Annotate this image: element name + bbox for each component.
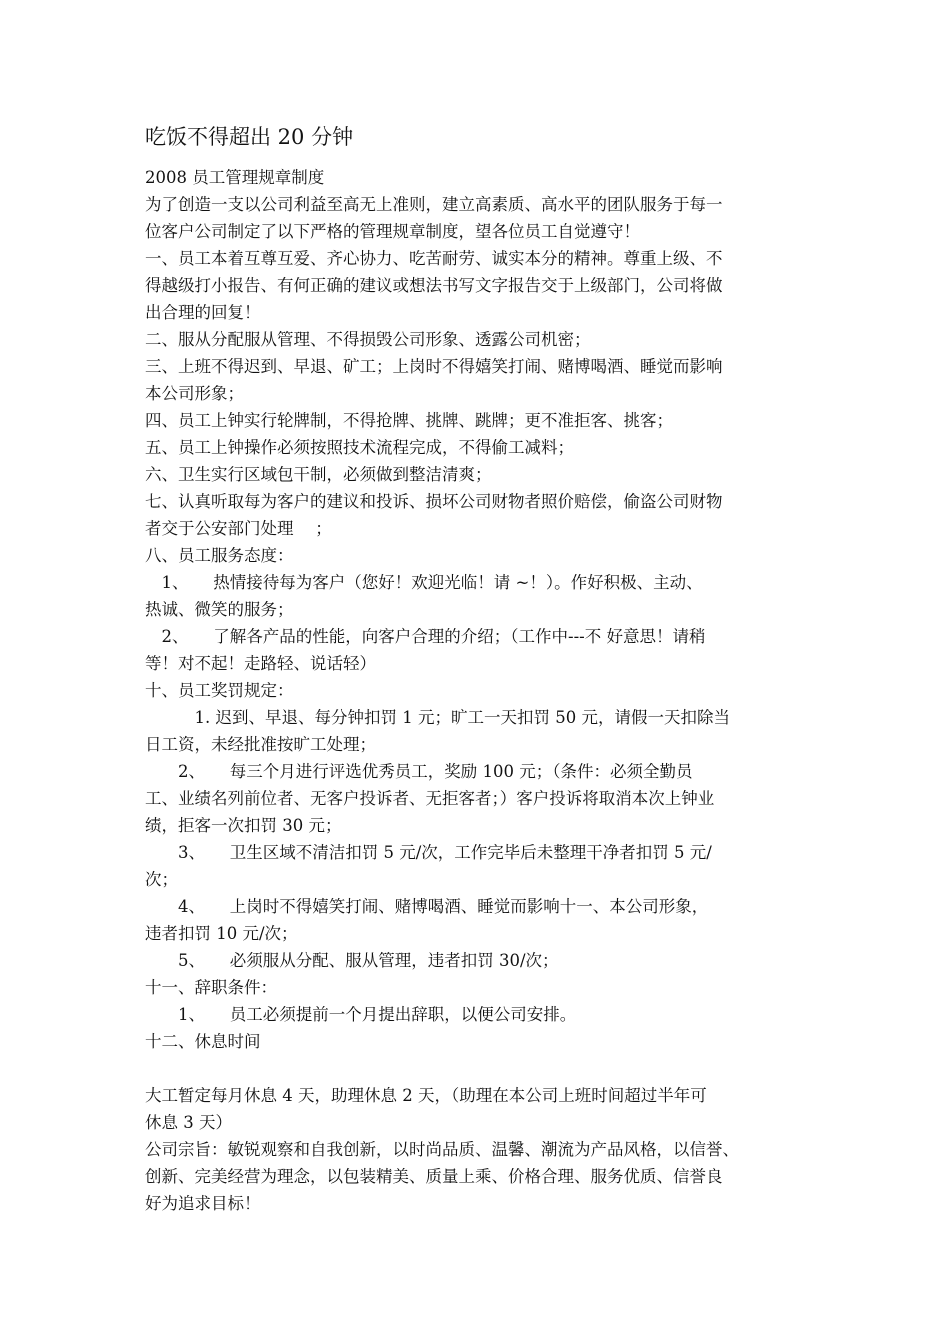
document-body: [145, 164, 810, 1217]
text-line: 热诚、微笑的服务；: [145, 600, 294, 619]
text-line: 5、 必须服从分配、服从管理，违者扣罚 30/次；: [145, 951, 559, 970]
text-line: 二、服从分配服从管理、不得损毁公司形象、透露公司机密；: [145, 330, 591, 349]
text-line: 公司宗旨：敏锐观察和自我创新，以时尚品质、温馨、潮流为产品风格，以信誉、: [145, 1140, 739, 1159]
text-line: 者交于公安部门处理 ；: [145, 519, 332, 538]
text-line: 为了创造一支以公司利益至高无上准则，建立高素质、高水平的团队服务于每一: [145, 195, 723, 214]
text-line: 违者扣罚 10 元/次；: [145, 924, 298, 943]
text-line: 次；: [145, 870, 178, 889]
text-line: 大工暂定每月休息 4 天，助理休息 2 天，（助理在本公司上班时间超过半年可: [145, 1086, 707, 1105]
text-line: 十一、辞职条件：: [145, 978, 277, 997]
text-line: 2008 员工管理规章制度: [145, 168, 325, 187]
text-line: 十、员工奖罚规定：: [145, 681, 294, 700]
text-line: 位客户公司制定了以下严格的管理规章制度，望各位员工自觉遵守！: [145, 222, 640, 241]
text-line: 本公司形象；: [145, 384, 244, 403]
text-line: 1、 热情接待每为客户（您好！欢迎光临！请 ~！）。作好积极、主动、: [145, 573, 703, 592]
text-line: 1、 员工必须提前一个月提出辞职，以便公司安排。: [145, 1005, 577, 1024]
text-line: 七、认真听取每为客户的建议和投诉、损坏公司财物者照价赔偿，偷盗公司财物: [145, 492, 723, 511]
text-line: 好为追求目标！: [145, 1194, 261, 1213]
text-line: 三、上班不得迟到、早退、矿工；上岗时不得嬉笑打闹、赌博喝酒、睡觉而影响: [145, 357, 723, 376]
text-line: 五、员工上钟操作必须按照技术流程完成，不得偷工减料；: [145, 438, 574, 457]
text-line: 日工资，未经批准按旷工处理；: [145, 735, 376, 754]
text-line: 六、卫生实行区域包干制，必须做到整洁清爽；: [145, 465, 492, 484]
text-line: 十二、休息时间: [145, 1032, 261, 1051]
text-line: 创新、完美经营为理念，以包装精美、质量上乘、价格合理、服务优质、信誉良: [145, 1167, 723, 1186]
text-line: 1. 迟到、早退、每分钟扣罚 1 元；旷工一天扣罚 50 元，请假一天扣除当: [145, 708, 730, 727]
text-line: 3、 卫生区域不清洁扣罚 5 元/次，工作完毕后未整理干净者扣罚 5 元/: [145, 843, 712, 862]
text-line: 出合理的回复！: [145, 303, 261, 322]
text-line: 2、 了解各产品的性能，向客户合理的介绍；（工作中---不 好意思！请稍: [145, 627, 706, 646]
text-line: 休息 3 天）: [145, 1113, 232, 1132]
text-line: 工、业绩名列前位者、无客户投诉者、无拒客者；）客户投诉将取消本次上钟业: [145, 789, 715, 808]
text-line: 等！对不起！走路轻、说话轻）: [145, 654, 376, 673]
text-line: 4、 上岗时不得嬉笑打闹、赌博喝酒、睡觉而影响十一、本公司形象，: [145, 897, 709, 916]
document-title: 吃饭不得超出 20 分钟: [145, 125, 354, 149]
blank-line: [145, 1055, 810, 1082]
text-line: 得越级打小报告、有何正确的建议或想法书写文字报告交于上级部门，公司将做: [145, 276, 723, 295]
text-line: 2、 每三个月进行评选优秀员工，奖励 100 元；（条件：必须全勤员: [145, 762, 693, 781]
text-line: 八、员工服务态度：: [145, 546, 294, 565]
text-line: 绩，拒客一次扣罚 30 元；: [145, 816, 342, 835]
text-line: 一、员工本着互尊互爱、齐心协力、吃苦耐劳、诚实本分的精神。尊重上级、不: [145, 249, 723, 268]
text-line: 四、员工上钟实行轮牌制，不得抢牌、挑牌、跳牌；更不准拒客、挑客；: [145, 411, 673, 430]
